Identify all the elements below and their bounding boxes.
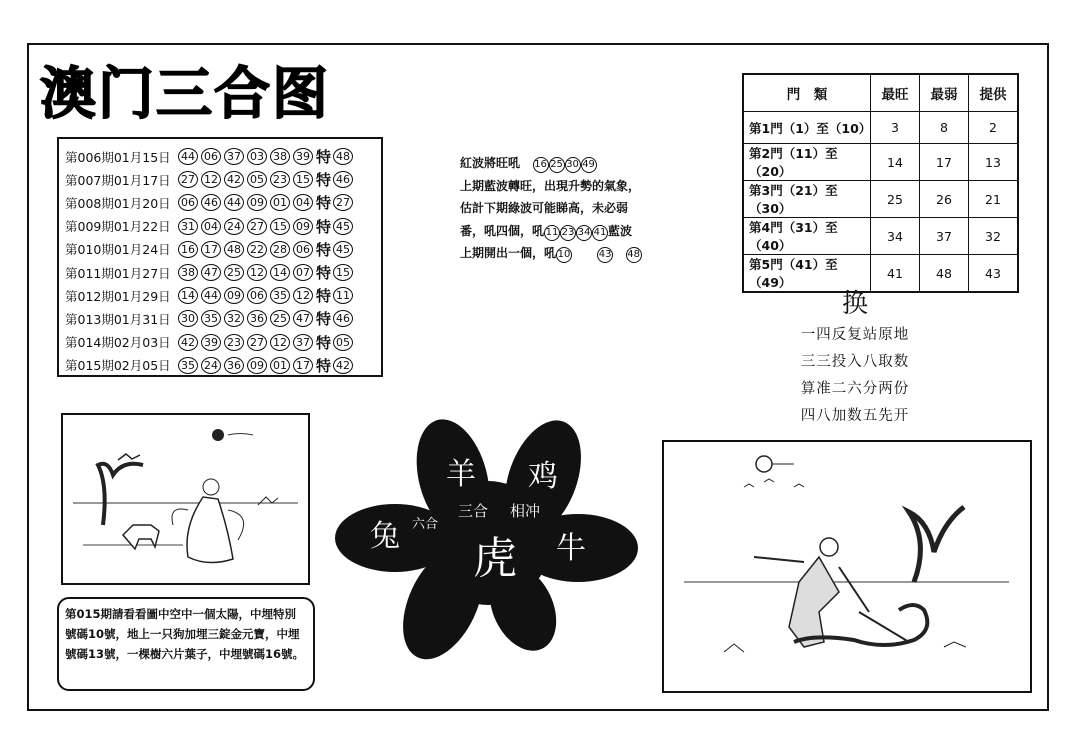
special-marker: 特 xyxy=(316,194,332,213)
number-ball: 47 xyxy=(201,264,221,281)
number-ball: 42 xyxy=(178,334,198,351)
poem-line: 四八加数五先开 xyxy=(800,408,910,424)
zodiac-ox: 牛 xyxy=(556,531,586,566)
draw-label: 第013期01月31日 xyxy=(65,311,171,327)
special-number-ball: 46 xyxy=(333,171,353,188)
special-marker: 特 xyxy=(316,148,332,167)
illustration-lady-dog xyxy=(61,413,310,585)
wave-number: 41 xyxy=(592,225,608,241)
special-number-ball: 05 xyxy=(333,334,353,351)
door-range-cell: 第4門（31）至（40） xyxy=(743,218,871,255)
number-ball: 42 xyxy=(224,171,244,188)
number-ball: 37 xyxy=(224,148,244,165)
table-cell: 14 xyxy=(871,144,920,181)
number-ball: 44 xyxy=(178,148,198,165)
header-hottest: 最旺 xyxy=(871,74,920,112)
table-row xyxy=(743,144,1018,181)
number-ball: 48 xyxy=(224,241,244,258)
tree-icon xyxy=(98,464,143,525)
table-cell: 3 xyxy=(871,112,920,144)
draw-row xyxy=(65,331,381,354)
wave-number: 48 xyxy=(626,247,642,263)
poem-line: 一四反复站原地 xyxy=(800,327,910,343)
lady-dog-drawing xyxy=(63,415,308,583)
wave-line-4-suffix: 藍波 xyxy=(608,223,633,238)
number-ball: 44 xyxy=(201,287,221,304)
number-ball: 27 xyxy=(247,334,267,351)
table-cell: 34 xyxy=(871,218,920,255)
zodiac-tiger: 虎 xyxy=(473,533,517,584)
wave-number: 49 xyxy=(581,157,597,173)
table-cell: 17 xyxy=(920,144,969,181)
man-snake-drawing xyxy=(664,442,1030,691)
label-liuhe: 六合 xyxy=(411,517,439,532)
sun-icon xyxy=(212,429,224,441)
special-marker: 特 xyxy=(316,333,332,352)
special-number-ball: 46 xyxy=(333,310,353,327)
draw-row xyxy=(65,145,381,168)
draw-history-panel xyxy=(57,137,383,377)
special-number-ball: 15 xyxy=(333,264,353,281)
special-marker: 特 xyxy=(316,240,332,259)
wave-line-2: 上期藍波轉旺，出現升勢的氣象， xyxy=(460,178,641,193)
number-ball: 01 xyxy=(270,194,290,211)
number-ball: 23 xyxy=(270,171,290,188)
label-xiangchong: 相冲 xyxy=(509,502,541,520)
draw-label: 第010期01月24日 xyxy=(65,242,171,258)
special-marker: 特 xyxy=(316,356,332,375)
special-number-ball: 48 xyxy=(333,148,353,165)
number-ball: 17 xyxy=(293,357,313,374)
number-ball: 04 xyxy=(293,194,313,211)
wave-line-4-prefix: 番，吼四個，吼 xyxy=(460,223,545,238)
number-ball: 09 xyxy=(247,357,267,374)
number-ball: 35 xyxy=(201,310,221,327)
number-ball: 24 xyxy=(201,357,221,374)
number-ball: 17 xyxy=(201,241,221,258)
table-header-row xyxy=(743,74,1018,112)
draw-label: 第006期01月15日 xyxy=(65,149,171,165)
number-ball: 31 xyxy=(178,218,198,235)
draw-label: 第012期01月29日 xyxy=(65,288,171,304)
draw-row xyxy=(65,284,381,307)
wave-number: 11 xyxy=(544,225,560,241)
number-ball: 04 xyxy=(201,218,221,235)
number-ball: 09 xyxy=(224,287,244,304)
special-number-ball: 42 xyxy=(333,357,353,374)
number-ball: 03 xyxy=(247,148,267,165)
wave-line-4 xyxy=(460,220,670,243)
number-ball: 12 xyxy=(270,334,290,351)
draw-label: 第007期01月17日 xyxy=(65,172,171,188)
number-ball: 15 xyxy=(270,218,290,235)
door-category-table xyxy=(742,73,1019,293)
wave-line-5-prefix: 上期開出一個，吼 xyxy=(460,246,557,260)
number-ball: 09 xyxy=(293,218,313,235)
table-cell: 48 xyxy=(920,255,969,293)
lady-figure-icon xyxy=(187,497,233,563)
door-range-cell: 第2門（11）至（20） xyxy=(743,144,871,181)
number-ball: 25 xyxy=(224,264,244,281)
table-cell: 43 xyxy=(969,255,1019,293)
number-ball: 35 xyxy=(178,357,198,374)
special-marker: 特 xyxy=(316,264,332,283)
number-ball: 06 xyxy=(293,241,313,258)
draw-label: 第011期01月27日 xyxy=(65,265,171,281)
special-number-ball: 45 xyxy=(333,241,353,258)
special-number-ball: 45 xyxy=(333,218,353,235)
draw-row xyxy=(65,354,381,377)
zodiac-rooster: 鸡 xyxy=(528,459,558,494)
wave-number: 34 xyxy=(576,225,592,241)
table-row xyxy=(743,218,1018,255)
hint-note-box: 第015期請看看圖中空中一個太陽，中埋特別號碼10號，地上一只狗加埋三錠金元寶，中埋號碼13號，一棵樹六片葉子，中埋號碼16號。 xyxy=(57,597,315,691)
number-ball: 09 xyxy=(247,194,267,211)
draw-label: 第014期02月03日 xyxy=(65,335,171,351)
number-ball: 22 xyxy=(247,241,267,258)
draw-row xyxy=(65,261,381,284)
wave-number: 25 xyxy=(549,157,565,173)
sun-icon xyxy=(756,456,772,472)
table-cell: 21 xyxy=(969,181,1019,218)
number-ball: 12 xyxy=(293,287,313,304)
number-ball: 32 xyxy=(224,310,244,327)
number-ball: 01 xyxy=(270,357,290,374)
wave-line-1 xyxy=(460,152,670,175)
wave-number: 23 xyxy=(560,225,576,241)
number-ball: 23 xyxy=(224,334,244,351)
number-ball: 06 xyxy=(178,194,198,211)
poem-line: 三三投入八取数 xyxy=(800,354,910,370)
door-range-cell: 第1門（1）至（10） xyxy=(743,112,871,144)
number-ball: 30 xyxy=(178,310,198,327)
zodiac-rabbit: 兔 xyxy=(370,519,400,554)
number-ball: 25 xyxy=(270,310,290,327)
number-ball: 36 xyxy=(224,357,244,374)
label-sanhe: 三合 xyxy=(457,502,489,520)
special-number-ball: 11 xyxy=(333,287,353,304)
number-ball: 14 xyxy=(270,264,290,281)
number-ball: 28 xyxy=(270,241,290,258)
table-cell: 41 xyxy=(871,255,920,293)
number-ball: 39 xyxy=(293,148,313,165)
number-ball: 38 xyxy=(270,148,290,165)
wave-number: 10 xyxy=(556,247,572,263)
table-cell: 8 xyxy=(920,112,969,144)
special-number-ball: 27 xyxy=(333,194,353,211)
wave-line-5 xyxy=(460,242,670,265)
draw-row xyxy=(65,168,381,191)
table-cell: 2 xyxy=(969,112,1019,144)
header-door-category: 門 類 xyxy=(743,74,871,112)
table-cell: 37 xyxy=(920,218,969,255)
header-weakest: 最弱 xyxy=(920,74,969,112)
tree-icon xyxy=(909,507,964,582)
number-ball: 27 xyxy=(247,218,267,235)
table-cell: 32 xyxy=(969,218,1019,255)
wave-number: 16 xyxy=(533,157,549,173)
wave-prediction-text xyxy=(460,152,670,265)
number-ball: 16 xyxy=(178,241,198,258)
draw-label: 第015期02月05日 xyxy=(65,358,171,374)
number-ball: 38 xyxy=(178,264,198,281)
table-cell: 25 xyxy=(871,181,920,218)
wave-line-5-numbers xyxy=(556,246,642,260)
draw-label: 第008期01月20日 xyxy=(65,195,171,211)
draw-row xyxy=(65,191,381,214)
wave-number: 30 xyxy=(565,157,581,173)
number-ball: 06 xyxy=(201,148,221,165)
special-marker: 特 xyxy=(316,217,332,236)
draw-label: 第009期01月22日 xyxy=(65,219,171,235)
table-cell: 26 xyxy=(920,181,969,218)
number-ball: 06 xyxy=(247,287,267,304)
poem-title: 换 xyxy=(841,289,868,319)
wave-line-1-text: 紅波將旺吼 xyxy=(460,156,521,170)
number-ball: 47 xyxy=(293,310,313,327)
door-range-cell: 第3門（21）至（30） xyxy=(743,181,871,218)
number-ball: 07 xyxy=(293,264,313,281)
number-ball: 27 xyxy=(178,171,198,188)
zodiac-flower xyxy=(333,418,638,663)
number-ball: 12 xyxy=(247,264,267,281)
wave-line-1-numbers xyxy=(533,156,597,170)
wave-number: 43 xyxy=(597,247,613,263)
man-figure-icon xyxy=(789,557,839,647)
number-ball: 35 xyxy=(270,287,290,304)
special-marker: 特 xyxy=(316,287,332,306)
number-ball: 36 xyxy=(247,310,267,327)
wave-line-3: 估計下期綠波可能睇高，未必弱 xyxy=(460,201,629,215)
table-cell: 13 xyxy=(969,144,1019,181)
special-marker: 特 xyxy=(316,310,332,329)
table-row xyxy=(743,112,1018,144)
draw-row xyxy=(65,215,381,238)
number-ball: 05 xyxy=(247,171,267,188)
poem-line: 算准二六分两份 xyxy=(800,381,910,397)
header-provided: 提供 xyxy=(969,74,1019,112)
number-ball: 15 xyxy=(293,171,313,188)
number-ball: 39 xyxy=(201,334,221,351)
draw-row xyxy=(65,307,381,330)
draw-row xyxy=(65,238,381,261)
flower-shape xyxy=(333,418,638,663)
page-title: 澳门三合图 xyxy=(40,62,330,127)
special-marker: 特 xyxy=(316,171,332,190)
wave-line-4-numbers xyxy=(544,224,608,238)
number-ball: 12 xyxy=(201,171,221,188)
number-ball: 24 xyxy=(224,218,244,235)
number-ball: 14 xyxy=(178,287,198,304)
number-ball: 46 xyxy=(201,194,221,211)
zodiac-goat: 羊 xyxy=(446,457,476,492)
table-row xyxy=(743,181,1018,218)
illustration-man-snake xyxy=(662,440,1032,693)
number-ball: 37 xyxy=(293,334,313,351)
riddle-poem xyxy=(790,286,920,430)
number-ball: 44 xyxy=(224,194,244,211)
door-range-cell: 第5門（41）至（49） xyxy=(743,255,871,293)
